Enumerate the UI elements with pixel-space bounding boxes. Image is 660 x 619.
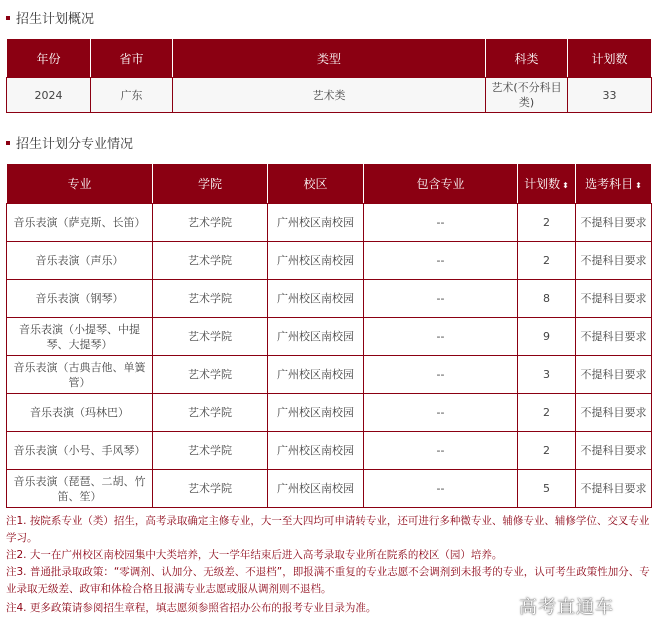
cell: 广州校区南校园 bbox=[268, 432, 364, 470]
cell: -- bbox=[364, 356, 518, 394]
table-header-row bbox=[7, 164, 652, 204]
col-plan-label: 计划数 bbox=[524, 177, 561, 191]
col-plan: 计划数 bbox=[568, 39, 652, 78]
cell: 33 bbox=[568, 78, 652, 113]
cell: 广州校区南校园 bbox=[268, 318, 364, 356]
cell: 8 bbox=[518, 280, 576, 318]
cell: 5 bbox=[518, 470, 576, 508]
col-province: 省市 bbox=[91, 39, 173, 78]
col-plan-sortable[interactable] bbox=[518, 164, 576, 204]
section-title-overview bbox=[6, 8, 94, 27]
cell: -- bbox=[364, 432, 518, 470]
table-row bbox=[7, 318, 652, 356]
majors-table bbox=[6, 163, 652, 508]
table-row bbox=[7, 432, 652, 470]
table-row bbox=[7, 78, 652, 113]
cell: -- bbox=[364, 204, 518, 242]
cell: 3 bbox=[518, 356, 576, 394]
sort-icon[interactable]: ⬍ bbox=[562, 181, 569, 190]
cell: 广州校区南校园 bbox=[268, 470, 364, 508]
cell: 2 bbox=[518, 432, 576, 470]
col-college: 学院 bbox=[153, 164, 268, 204]
cell: 广州校区南校园 bbox=[268, 280, 364, 318]
cell: 艺术学院 bbox=[153, 432, 268, 470]
table-header-row bbox=[7, 39, 652, 78]
note-4: 注4. 更多政策请参阅招生章程，填志愿须参照省招办公布的报考专业目录为准。 bbox=[6, 601, 377, 614]
notes-last-row bbox=[6, 598, 654, 618]
table-row bbox=[7, 470, 652, 508]
cell: 不提科目要求 bbox=[576, 242, 652, 280]
cell: 艺术(不分科目类) bbox=[486, 78, 568, 113]
col-included: 包含专业 bbox=[364, 164, 518, 204]
cell: 音乐表演（古典吉他、单簧管） bbox=[7, 356, 153, 394]
col-subjects-label: 选考科目 bbox=[585, 177, 634, 191]
cell: 艺术学院 bbox=[153, 280, 268, 318]
sort-icon[interactable]: ⬍ bbox=[635, 181, 642, 190]
cell: 音乐表演（钢琴） bbox=[7, 280, 153, 318]
cell: -- bbox=[364, 470, 518, 508]
cell: 音乐表演（声乐） bbox=[7, 242, 153, 280]
cell: 音乐表演（玛林巴） bbox=[7, 394, 153, 432]
cell: 艺术学院 bbox=[153, 470, 268, 508]
bullet-icon bbox=[6, 16, 10, 20]
col-subjects-sortable[interactable] bbox=[576, 164, 652, 204]
col-major: 专业 bbox=[7, 164, 153, 204]
note-1: 注1. 按院系专业（类）招生，高考录取确定主修专业，大一至大四均可申请转专业，还可进行多种微专业、辅修专业、辅修学位、交叉专业学习。 bbox=[6, 515, 650, 544]
overview-table bbox=[6, 38, 652, 113]
cell: 艺术学院 bbox=[153, 394, 268, 432]
cell: 不提科目要求 bbox=[576, 432, 652, 470]
cell: 9 bbox=[518, 318, 576, 356]
cell: 音乐表演（小提琴、中提琴、大提琴） bbox=[7, 318, 153, 356]
note-2: 注2. 大一在广州校区南校园集中大类培养，大一学年结束后进入高考录取专业所在院系的校区（园）培养。 bbox=[6, 549, 503, 561]
notes bbox=[6, 513, 654, 618]
cell: 不提科目要求 bbox=[576, 394, 652, 432]
col-campus: 校区 bbox=[268, 164, 364, 204]
cell: 2 bbox=[518, 204, 576, 242]
cell: 广州校区南校园 bbox=[268, 394, 364, 432]
cell: -- bbox=[364, 242, 518, 280]
table-row bbox=[7, 280, 652, 318]
cell: 艺术学院 bbox=[153, 204, 268, 242]
table-row bbox=[7, 242, 652, 280]
cell: -- bbox=[364, 318, 518, 356]
table-row bbox=[7, 394, 652, 432]
section-title-text: 招生计划分专业情况 bbox=[16, 137, 134, 152]
cell: 艺术学院 bbox=[153, 318, 268, 356]
table-row bbox=[7, 204, 652, 242]
bullet-icon bbox=[6, 141, 10, 145]
cell: 音乐表演（萨克斯、长笛） bbox=[7, 204, 153, 242]
cell: 不提科目要求 bbox=[576, 280, 652, 318]
cell: 艺术学院 bbox=[153, 242, 268, 280]
section-title-majors bbox=[6, 133, 133, 152]
cell: 不提科目要求 bbox=[576, 318, 652, 356]
col-year: 年份 bbox=[7, 39, 91, 78]
cell: 广州校区南校园 bbox=[268, 204, 364, 242]
cell: 不提科目要求 bbox=[576, 204, 652, 242]
cell: 2 bbox=[518, 242, 576, 280]
cell: 不提科目要求 bbox=[576, 356, 652, 394]
cell: 艺术学院 bbox=[153, 356, 268, 394]
cell: 广东 bbox=[91, 78, 173, 113]
cell: 音乐表演（琵琶、二胡、竹笛、笙） bbox=[7, 470, 153, 508]
cell: 音乐表演（小号、手风琴） bbox=[7, 432, 153, 470]
section-title-text: 招生计划概况 bbox=[16, 12, 95, 27]
table-row bbox=[7, 356, 652, 394]
watermark: 高考直通车 bbox=[519, 597, 614, 618]
col-type: 类型 bbox=[173, 39, 486, 78]
cell: 广州校区南校园 bbox=[268, 242, 364, 280]
col-category: 科类 bbox=[486, 39, 568, 78]
cell: 不提科目要求 bbox=[576, 470, 652, 508]
cell: 艺术类 bbox=[173, 78, 486, 113]
cell: 2024 bbox=[7, 78, 91, 113]
cell: -- bbox=[364, 394, 518, 432]
cell: 2 bbox=[518, 394, 576, 432]
cell: -- bbox=[364, 280, 518, 318]
note-3: 注3. 普通批录取政策：“零调剂、认加分、无级差、不退档”，即报满不重复的专业志愿不会调剂到未报考的专业，认可考生政策性加分、专业录取无级差、政审和体检合格且报满专业志愿或服从调剂则不退档。 bbox=[6, 566, 650, 595]
cell: 广州校区南校园 bbox=[268, 356, 364, 394]
